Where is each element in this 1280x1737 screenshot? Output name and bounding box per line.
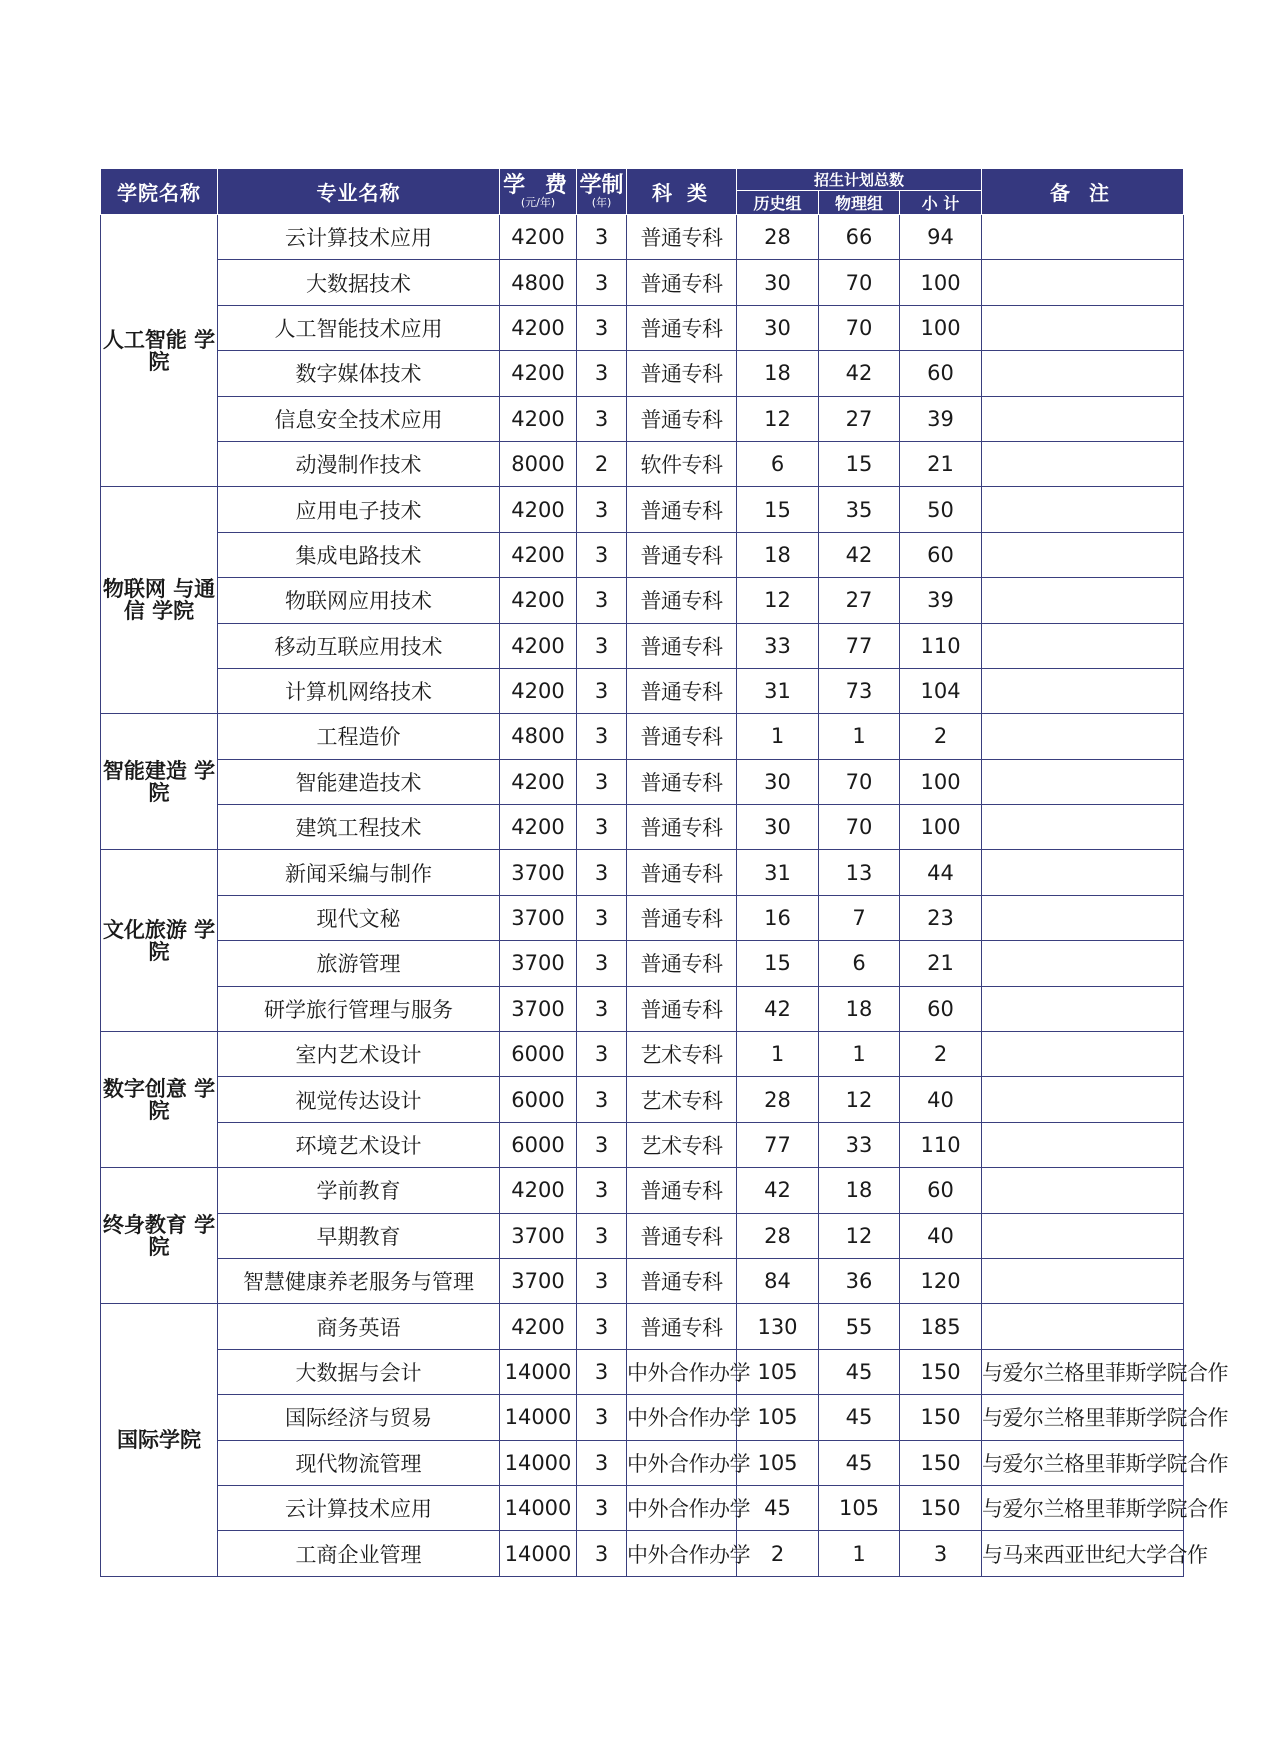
category: 普通专科 xyxy=(627,759,737,804)
major-name: 现代文秘 xyxy=(218,895,500,940)
remark xyxy=(982,623,1184,668)
category: 普通专科 xyxy=(627,260,737,305)
major-name: 大数据技术 xyxy=(218,260,500,305)
category: 艺术专科 xyxy=(627,1122,737,1167)
subtotal-count: 44 xyxy=(900,850,982,895)
major-name: 集成电路技术 xyxy=(218,532,500,577)
physics-group-count: 45 xyxy=(819,1349,900,1394)
duration-years: 2 xyxy=(577,441,627,486)
remark xyxy=(982,850,1184,895)
category: 普通专科 xyxy=(627,351,737,396)
subtotal-count: 100 xyxy=(900,260,982,305)
history-group-count: 30 xyxy=(737,759,819,804)
table-row xyxy=(101,623,1184,668)
header-duration-unit: (年) xyxy=(591,195,612,209)
tuition-fee: 4200 xyxy=(500,532,577,577)
major-name: 学前教育 xyxy=(218,1168,500,1213)
tuition-fee: 3700 xyxy=(500,941,577,986)
header-major: 专业名称 xyxy=(218,169,500,215)
major-name: 室内艺术设计 xyxy=(218,1032,500,1077)
remark xyxy=(982,759,1184,804)
table-row xyxy=(101,487,1184,532)
subtotal-count: 60 xyxy=(900,986,982,1031)
remark: 与爱尔兰格里菲斯学院合作 xyxy=(982,1485,1184,1530)
history-group-count: 1 xyxy=(737,714,819,759)
subtotal-count: 100 xyxy=(900,305,982,350)
table-row xyxy=(101,260,1184,305)
table-row xyxy=(101,1440,1184,1485)
table-row xyxy=(101,532,1184,577)
remark xyxy=(982,986,1184,1031)
major-name: 云计算技术应用 xyxy=(218,215,500,260)
major-name: 动漫制作技术 xyxy=(218,441,500,486)
tuition-fee: 3700 xyxy=(500,895,577,940)
major-name: 早期教育 xyxy=(218,1213,500,1258)
subtotal-count: 50 xyxy=(900,487,982,532)
duration-years: 3 xyxy=(577,941,627,986)
tuition-fee: 4200 xyxy=(500,305,577,350)
college-name: 文化旅游 学院 xyxy=(101,850,218,1032)
enrollment-plan-table xyxy=(100,168,1229,1577)
table-row xyxy=(101,1349,1184,1394)
category: 普通专科 xyxy=(627,668,737,713)
tuition-fee: 6000 xyxy=(500,1122,577,1167)
history-group-count: 77 xyxy=(737,1122,819,1167)
history-group-count: 6 xyxy=(737,441,819,486)
physics-group-count: 27 xyxy=(819,578,900,623)
remark xyxy=(982,396,1184,441)
remark xyxy=(982,260,1184,305)
tuition-fee: 14000 xyxy=(500,1440,577,1485)
header-duration xyxy=(577,169,627,215)
remark xyxy=(982,1122,1184,1167)
tuition-fee: 4200 xyxy=(500,396,577,441)
physics-group-count: 27 xyxy=(819,396,900,441)
physics-group-count: 55 xyxy=(819,1304,900,1349)
history-group-count: 105 xyxy=(737,1440,819,1485)
subtotal-count: 100 xyxy=(900,759,982,804)
tuition-fee: 4200 xyxy=(500,805,577,850)
remark xyxy=(982,1077,1184,1122)
tuition-fee: 4800 xyxy=(500,714,577,759)
category: 普通专科 xyxy=(627,623,737,668)
table-row xyxy=(101,1304,1184,1349)
remark xyxy=(982,487,1184,532)
duration-years: 3 xyxy=(577,1258,627,1303)
subtotal-count: 104 xyxy=(900,668,982,713)
duration-years: 3 xyxy=(577,805,627,850)
subtotal-count: 60 xyxy=(900,1168,982,1213)
table-row xyxy=(101,850,1184,895)
tuition-fee: 3700 xyxy=(500,986,577,1031)
remark xyxy=(982,1168,1184,1213)
duration-years: 3 xyxy=(577,1122,627,1167)
tuition-fee: 14000 xyxy=(500,1395,577,1440)
duration-years: 3 xyxy=(577,1077,627,1122)
category: 普通专科 xyxy=(627,396,737,441)
header-college: 学院名称 xyxy=(101,169,218,215)
history-group-count: 31 xyxy=(737,668,819,713)
table-row xyxy=(101,396,1184,441)
major-name: 人工智能技术应用 xyxy=(218,305,500,350)
tuition-fee: 4200 xyxy=(500,1304,577,1349)
subtotal-count: 150 xyxy=(900,1395,982,1440)
remark xyxy=(982,578,1184,623)
table-row xyxy=(101,895,1184,940)
category: 普通专科 xyxy=(627,215,737,260)
history-group-count: 45 xyxy=(737,1485,819,1530)
tuition-fee: 6000 xyxy=(500,1032,577,1077)
duration-years: 3 xyxy=(577,1349,627,1394)
table-row xyxy=(101,1122,1184,1167)
remark: 与爱尔兰格里菲斯学院合作 xyxy=(982,1349,1184,1394)
duration-years: 3 xyxy=(577,668,627,713)
table-row xyxy=(101,1258,1184,1303)
physics-group-count: 7 xyxy=(819,895,900,940)
table-row xyxy=(101,759,1184,804)
category: 普通专科 xyxy=(627,941,737,986)
major-name: 建筑工程技术 xyxy=(218,805,500,850)
subtotal-count: 150 xyxy=(900,1485,982,1530)
major-name: 国际经济与贸易 xyxy=(218,1395,500,1440)
college-name: 智能建造 学院 xyxy=(101,714,218,850)
remark xyxy=(982,941,1184,986)
header-fee-unit: (元/年) xyxy=(520,195,556,209)
physics-group-count: 33 xyxy=(819,1122,900,1167)
category: 艺术专科 xyxy=(627,1032,737,1077)
major-name: 视觉传达设计 xyxy=(218,1077,500,1122)
history-group-count: 16 xyxy=(737,895,819,940)
major-name: 现代物流管理 xyxy=(218,1440,500,1485)
major-name: 云计算技术应用 xyxy=(218,1485,500,1530)
major-name: 环境艺术设计 xyxy=(218,1122,500,1167)
tuition-fee: 14000 xyxy=(500,1349,577,1394)
physics-group-count: 73 xyxy=(819,668,900,713)
subtotal-count: 185 xyxy=(900,1304,982,1349)
major-name: 旅游管理 xyxy=(218,941,500,986)
duration-years: 3 xyxy=(577,1168,627,1213)
table-row xyxy=(101,714,1184,759)
remark xyxy=(982,1304,1184,1349)
subtotal-count: 60 xyxy=(900,532,982,577)
header-subtotal: 小 计 xyxy=(900,191,982,215)
physics-group-count: 36 xyxy=(819,1258,900,1303)
major-name: 物联网应用技术 xyxy=(218,578,500,623)
remark xyxy=(982,1213,1184,1258)
major-name: 工程造价 xyxy=(218,714,500,759)
tuition-fee: 4200 xyxy=(500,1168,577,1213)
category: 普通专科 xyxy=(627,1168,737,1213)
physics-group-count: 70 xyxy=(819,805,900,850)
college-name: 物联网 与通信 学院 xyxy=(101,487,218,714)
duration-years: 3 xyxy=(577,623,627,668)
physics-group-count: 66 xyxy=(819,215,900,260)
category: 普通专科 xyxy=(627,986,737,1031)
physics-group-count: 18 xyxy=(819,1168,900,1213)
remark xyxy=(982,305,1184,350)
duration-years: 3 xyxy=(577,487,627,532)
header-duration-label: 学制 xyxy=(579,172,624,198)
physics-group-count: 70 xyxy=(819,260,900,305)
header-fee xyxy=(500,169,577,215)
history-group-count: 31 xyxy=(737,850,819,895)
duration-years: 3 xyxy=(577,260,627,305)
tuition-fee: 4200 xyxy=(500,668,577,713)
subtotal-count: 150 xyxy=(900,1440,982,1485)
category: 普通专科 xyxy=(627,487,737,532)
history-group-count: 130 xyxy=(737,1304,819,1349)
history-group-count: 28 xyxy=(737,1077,819,1122)
remark: 与马来西亚世纪大学合作 xyxy=(982,1531,1184,1576)
table-row xyxy=(101,805,1184,850)
tuition-fee: 4200 xyxy=(500,578,577,623)
subtotal-count: 110 xyxy=(900,1122,982,1167)
duration-years: 3 xyxy=(577,1531,627,1576)
physics-group-count: 105 xyxy=(819,1485,900,1530)
duration-years: 3 xyxy=(577,1440,627,1485)
duration-years: 3 xyxy=(577,986,627,1031)
history-group-count: 42 xyxy=(737,1168,819,1213)
remark xyxy=(982,895,1184,940)
remark xyxy=(982,668,1184,713)
subtotal-count: 110 xyxy=(900,623,982,668)
physics-group-count: 6 xyxy=(819,941,900,986)
header-remarks: 备 注 xyxy=(982,169,1184,215)
tuition-fee: 6000 xyxy=(500,1077,577,1122)
history-group-count: 30 xyxy=(737,260,819,305)
table-row xyxy=(101,351,1184,396)
duration-years: 3 xyxy=(577,351,627,396)
remark xyxy=(982,532,1184,577)
tuition-fee: 3700 xyxy=(500,1213,577,1258)
major-name: 应用电子技术 xyxy=(218,487,500,532)
history-group-count: 105 xyxy=(737,1395,819,1440)
table-row xyxy=(101,1485,1184,1530)
table-header xyxy=(101,169,1184,215)
tuition-fee: 8000 xyxy=(500,441,577,486)
subtotal-count: 39 xyxy=(900,396,982,441)
duration-years: 3 xyxy=(577,1395,627,1440)
history-group-count: 33 xyxy=(737,623,819,668)
tuition-fee: 14000 xyxy=(500,1531,577,1576)
subtotal-count: 21 xyxy=(900,941,982,986)
subtotal-count: 60 xyxy=(900,351,982,396)
subtotal-count: 120 xyxy=(900,1258,982,1303)
tuition-fee: 14000 xyxy=(500,1485,577,1530)
physics-group-count: 45 xyxy=(819,1395,900,1440)
major-name: 工商企业管理 xyxy=(218,1531,500,1576)
subtotal-count: 40 xyxy=(900,1077,982,1122)
major-name: 计算机网络技术 xyxy=(218,668,500,713)
college-name: 数字创意 学院 xyxy=(101,1032,218,1168)
remark xyxy=(982,714,1184,759)
physics-group-count: 12 xyxy=(819,1077,900,1122)
history-group-count: 12 xyxy=(737,396,819,441)
duration-years: 3 xyxy=(577,1032,627,1077)
tuition-fee: 4800 xyxy=(500,260,577,305)
physics-group-count: 35 xyxy=(819,487,900,532)
category: 中外合作办学 xyxy=(627,1349,737,1394)
duration-years: 3 xyxy=(577,1213,627,1258)
physics-group-count: 1 xyxy=(819,1531,900,1576)
duration-years: 3 xyxy=(577,714,627,759)
category: 中外合作办学 xyxy=(627,1440,737,1485)
history-group-count: 28 xyxy=(737,215,819,260)
category: 普通专科 xyxy=(627,1213,737,1258)
major-name: 数字媒体技术 xyxy=(218,351,500,396)
subtotal-count: 94 xyxy=(900,215,982,260)
major-name: 智能建造技术 xyxy=(218,759,500,804)
category: 艺术专科 xyxy=(627,1077,737,1122)
subtotal-count: 23 xyxy=(900,895,982,940)
duration-years: 3 xyxy=(577,1485,627,1530)
table-row xyxy=(101,941,1184,986)
tuition-fee: 4200 xyxy=(500,623,577,668)
tuition-fee: 4200 xyxy=(500,487,577,532)
category: 普通专科 xyxy=(627,805,737,850)
physics-group-count: 18 xyxy=(819,986,900,1031)
duration-years: 3 xyxy=(577,850,627,895)
table-row xyxy=(101,215,1184,260)
tuition-fee: 4200 xyxy=(500,351,577,396)
subtotal-count: 150 xyxy=(900,1349,982,1394)
remark xyxy=(982,1258,1184,1303)
subtotal-count: 100 xyxy=(900,805,982,850)
remark xyxy=(982,351,1184,396)
physics-group-count: 70 xyxy=(819,759,900,804)
subtotal-count: 2 xyxy=(900,1032,982,1077)
remark xyxy=(982,805,1184,850)
physics-group-count: 12 xyxy=(819,1213,900,1258)
physics-group-count: 42 xyxy=(819,351,900,396)
category: 普通专科 xyxy=(627,850,737,895)
physics-group-count: 13 xyxy=(819,850,900,895)
category: 普通专科 xyxy=(627,895,737,940)
header-plan-total: 招生计划总数 xyxy=(737,169,982,191)
history-group-count: 15 xyxy=(737,941,819,986)
subtotal-count: 21 xyxy=(900,441,982,486)
tuition-fee: 3700 xyxy=(500,850,577,895)
duration-years: 3 xyxy=(577,396,627,441)
category: 普通专科 xyxy=(627,305,737,350)
header-history: 历史组 xyxy=(737,191,819,215)
college-name: 国际学院 xyxy=(101,1304,218,1576)
category: 中外合作办学 xyxy=(627,1395,737,1440)
remark xyxy=(982,215,1184,260)
duration-years: 3 xyxy=(577,215,627,260)
history-group-count: 15 xyxy=(737,487,819,532)
physics-group-count: 1 xyxy=(819,714,900,759)
duration-years: 3 xyxy=(577,305,627,350)
tuition-fee: 3700 xyxy=(500,1258,577,1303)
history-group-count: 84 xyxy=(737,1258,819,1303)
header-fee-label: 学 费 xyxy=(503,172,573,198)
history-group-count: 42 xyxy=(737,986,819,1031)
major-name: 移动互联应用技术 xyxy=(218,623,500,668)
history-group-count: 1 xyxy=(737,1032,819,1077)
table-row xyxy=(101,1213,1184,1258)
subtotal-count: 39 xyxy=(900,578,982,623)
header-physics: 物理组 xyxy=(819,191,900,215)
history-group-count: 105 xyxy=(737,1349,819,1394)
table-row xyxy=(101,1032,1184,1077)
tuition-fee: 4200 xyxy=(500,215,577,260)
category: 中外合作办学 xyxy=(627,1531,737,1576)
category: 普通专科 xyxy=(627,714,737,759)
table-row xyxy=(101,986,1184,1031)
physics-group-count: 45 xyxy=(819,1440,900,1485)
remark xyxy=(982,1032,1184,1077)
major-name: 商务英语 xyxy=(218,1304,500,1349)
subtotal-count: 2 xyxy=(900,714,982,759)
history-group-count: 18 xyxy=(737,351,819,396)
category: 普通专科 xyxy=(627,1304,737,1349)
remark xyxy=(982,441,1184,486)
physics-group-count: 77 xyxy=(819,623,900,668)
table-body xyxy=(101,215,1229,1577)
history-group-count: 30 xyxy=(737,805,819,850)
header-category: 科 类 xyxy=(627,169,737,215)
history-group-count: 30 xyxy=(737,305,819,350)
duration-years: 3 xyxy=(577,759,627,804)
college-name: 终身教育 学院 xyxy=(101,1168,218,1304)
remark: 与爱尔兰格里菲斯学院合作 xyxy=(982,1440,1184,1485)
subtotal-count: 40 xyxy=(900,1213,982,1258)
duration-years: 3 xyxy=(577,532,627,577)
college-name: 人工智能 学院 xyxy=(101,215,218,487)
subtotal-count: 3 xyxy=(900,1531,982,1576)
table-row xyxy=(101,668,1184,713)
category: 中外合作办学 xyxy=(627,1485,737,1530)
duration-years: 3 xyxy=(577,1304,627,1349)
physics-group-count: 70 xyxy=(819,305,900,350)
major-name: 研学旅行管理与服务 xyxy=(218,986,500,1031)
remark: 与爱尔兰格里菲斯学院合作 xyxy=(982,1395,1184,1440)
history-group-count: 28 xyxy=(737,1213,819,1258)
table-row xyxy=(101,578,1184,623)
major-name: 新闻采编与制作 xyxy=(218,850,500,895)
physics-group-count: 1 xyxy=(819,1032,900,1077)
physics-group-count: 42 xyxy=(819,532,900,577)
table-row xyxy=(101,1077,1184,1122)
table-row xyxy=(101,1168,1184,1213)
category: 普通专科 xyxy=(627,1258,737,1303)
category: 普通专科 xyxy=(627,578,737,623)
major-name: 大数据与会计 xyxy=(218,1349,500,1394)
table-row xyxy=(101,305,1184,350)
physics-group-count: 15 xyxy=(819,441,900,486)
history-group-count: 2 xyxy=(737,1531,819,1576)
history-group-count: 18 xyxy=(737,532,819,577)
duration-years: 3 xyxy=(577,895,627,940)
table-row xyxy=(101,1531,1184,1576)
major-name: 信息安全技术应用 xyxy=(218,396,500,441)
history-group-count: 12 xyxy=(737,578,819,623)
category: 普通专科 xyxy=(627,532,737,577)
major-name: 智慧健康养老服务与管理 xyxy=(218,1258,500,1303)
tuition-fee: 4200 xyxy=(500,759,577,804)
category: 软件专科 xyxy=(627,441,737,486)
table-row xyxy=(101,441,1184,486)
table-row xyxy=(101,1395,1184,1440)
duration-years: 3 xyxy=(577,578,627,623)
